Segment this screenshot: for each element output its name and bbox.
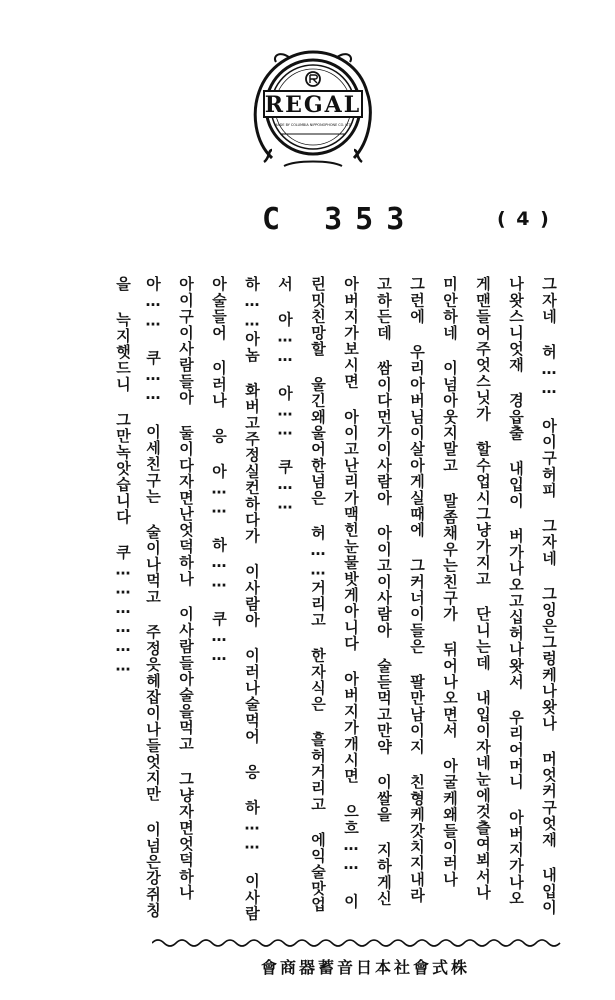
lyrics-column: 미안하네 이넘아웃지말고 말좀채우는친구가 뒤어나오면서 아굴케왜들이러나 <box>441 276 459 888</box>
lyrics-column: 린밋친망할 울긴왜울어한넘은 허……거리고 한자식은 흘허거리고 에익술맛업 <box>309 276 327 913</box>
lyrics-column: 아술들어 이러나 응 아…… 하…… 쿠…… <box>210 276 228 666</box>
lyrics-column: 아…… 쿠…… 이세친구는 술이나먹고 주정읏헤잡이나들엇지만 이넘은강쥐칭 <box>144 276 162 919</box>
logo-small-print: MADE BY COLUMBIA NIPPONOPHONE CO. LTD <box>274 123 352 127</box>
regal-record-emblem <box>250 46 376 170</box>
lyrics-column: 게맨들어주엇스닛가 할수업시그냥가지고 단니는데 내입이자네눈에것츨여뵈서나 <box>474 276 492 901</box>
page-number: ( 4 ) <box>497 208 551 230</box>
catalog-number: C 353 <box>262 202 418 237</box>
lyrics-column: 고하든데 쌈이다먼가이사람아 아이고이사람아 술듣먹고만약 이쌀을 지하게신 <box>375 276 393 907</box>
lyrics-block <box>112 276 560 930</box>
logo-brand-text: REGAL <box>264 92 362 118</box>
lyrics-column: 을 늑지햇드니 그만녹앗습니다 쿠……………… <box>114 276 132 676</box>
lyrics-column: 아이구이사람들아 둘이다자면난엇덕하나 이사람들아술을먹고 그냥자면엇덕하나 <box>177 276 195 901</box>
wavy-divider <box>152 934 562 946</box>
lyrics-column: 나왓스니엇재 경읍출 내입이 버가나오고십허나왓서 우리어머니 아버지가나오 <box>507 276 525 907</box>
lyrics-column: 그자네 허…… 아이구허피 그자네 그잉은그렁케나왓나 머엇커구엇재 내입이 <box>540 276 558 916</box>
regal-logo <box>250 46 376 170</box>
lyrics-column: 서 아…… 아…… 쿠…… <box>276 276 294 514</box>
lyrics-column: 아버지가보시면 아이고난리가맥힌눈물밧게아니다 아버지가개시면 으흐…… 이 <box>342 276 360 910</box>
publisher-imprint: 會商器蓄音日本社會式株 <box>260 958 470 977</box>
lyrics-column: 그런에 우리아버님이살아게실때에 그커너이들은 팔만남이지 친형케갓치지내라 <box>408 276 426 904</box>
lyrics-column: 하……아놈 화버고주정실컨하다가 이사람아 이러나술먹어 응 하…… 이사람 <box>243 276 261 922</box>
